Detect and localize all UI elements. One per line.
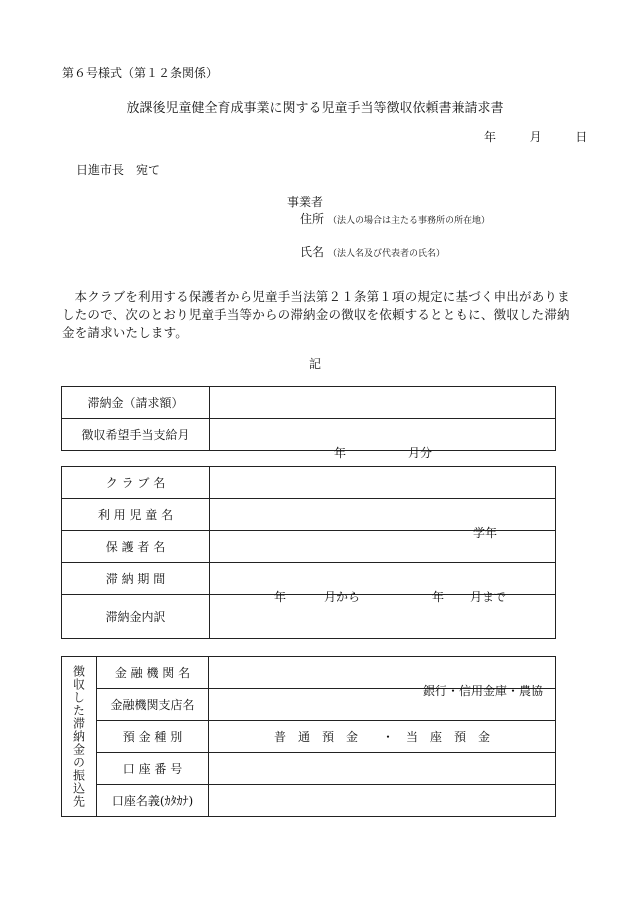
table-row	[62, 753, 556, 785]
collection-month-unit: 月分	[408, 445, 433, 460]
table-row	[62, 657, 556, 689]
date-day-label: 日	[575, 130, 588, 144]
child-name-label: 利 用 児 童 名	[62, 499, 210, 531]
table-row	[62, 563, 556, 595]
address-note: （法人の場合は主たる事務所の所在地）	[328, 216, 491, 226]
account-holder-field[interactable]	[209, 785, 556, 817]
request-body-text: 本クラブを利用する保護者から児童手当法第２１条第１項の規定に基づく申出がありましたので、次のとおり児童手当等からの滞納金の徴収を依頼するとともに、徴収した滞納金を請求いたします。	[62, 289, 570, 340]
deposit-type-field[interactable]	[209, 721, 556, 753]
child-grade-unit: 学年	[473, 525, 498, 540]
bank-type-options: 銀行・信用金庫・農協	[422, 683, 543, 698]
date-line	[484, 128, 587, 145]
club-name-field[interactable]	[210, 467, 556, 499]
branch-name-label: 金融機関支店名	[97, 689, 209, 721]
period-to-month-unit: 月まで	[470, 589, 507, 604]
period-from-year-unit: 年	[274, 589, 287, 604]
document-title: 放課後児童健全育成事業に関する児童手当等徴収依頼書兼請求書	[126, 101, 504, 116]
name-line	[300, 243, 445, 260]
arrears-amount-label: 滞納金（請求額）	[62, 387, 210, 419]
ki-heading: 記	[308, 357, 321, 371]
guardian-name-label: 保 護 者 名	[62, 531, 210, 563]
deposit-type-label: 預 金 種 別	[97, 721, 209, 753]
name-note: （法人名及び代表者の氏名）	[328, 249, 446, 259]
table-row	[62, 467, 556, 499]
billing-table	[61, 386, 556, 460]
form-number: 第６号様式（第１２条関係）	[62, 66, 219, 80]
table-row	[62, 419, 556, 451]
transfer-destination-side-label	[62, 657, 97, 817]
deposit-type-options: 普 通 預 金 ・ 当 座 預 金	[273, 730, 490, 744]
arrears-breakdown-label: 滞納金内訳	[62, 595, 210, 639]
account-number-field[interactable]	[209, 753, 556, 785]
guardian-name-field[interactable]	[210, 531, 556, 563]
account-holder-label: 口座名義(ｶﾀｶﾅ)	[97, 785, 209, 817]
transfer-destination-text: 徴収した滞納金の振込先	[71, 665, 86, 808]
collection-month-field[interactable]	[210, 419, 556, 460]
date-month-label: 月	[529, 130, 542, 144]
address-line	[300, 210, 490, 227]
addressee: 日進市長 宛て	[76, 163, 161, 177]
arrears-period-field[interactable]	[210, 563, 556, 604]
collection-month-label: 徴収希望手当支給月	[62, 419, 210, 451]
table-row	[62, 721, 556, 753]
arrears-amount-field[interactable]	[210, 387, 556, 419]
bank-transfer-table	[61, 656, 556, 817]
account-number-label: 口 座 番 号	[97, 753, 209, 785]
table-row	[62, 499, 556, 531]
bank-name-field[interactable]	[209, 657, 556, 698]
collection-year-unit: 年	[334, 445, 347, 460]
period-to-year-unit: 年	[432, 589, 445, 604]
table-row	[62, 387, 556, 419]
club-details-table	[61, 466, 556, 639]
bank-name-label: 金 融 機 関 名	[97, 657, 209, 689]
club-name-label: ク ラ ブ 名	[62, 467, 210, 499]
name-label: 氏名	[300, 245, 325, 259]
applicant-heading: 事業者	[287, 195, 324, 209]
period-from-month-unit: 月から	[324, 589, 361, 604]
address-label: 住所	[300, 212, 325, 226]
table-row	[62, 785, 556, 817]
arrears-period-label: 滞 納 期 間	[62, 563, 210, 595]
date-year-label: 年	[484, 130, 497, 144]
child-name-field[interactable]	[210, 499, 556, 540]
